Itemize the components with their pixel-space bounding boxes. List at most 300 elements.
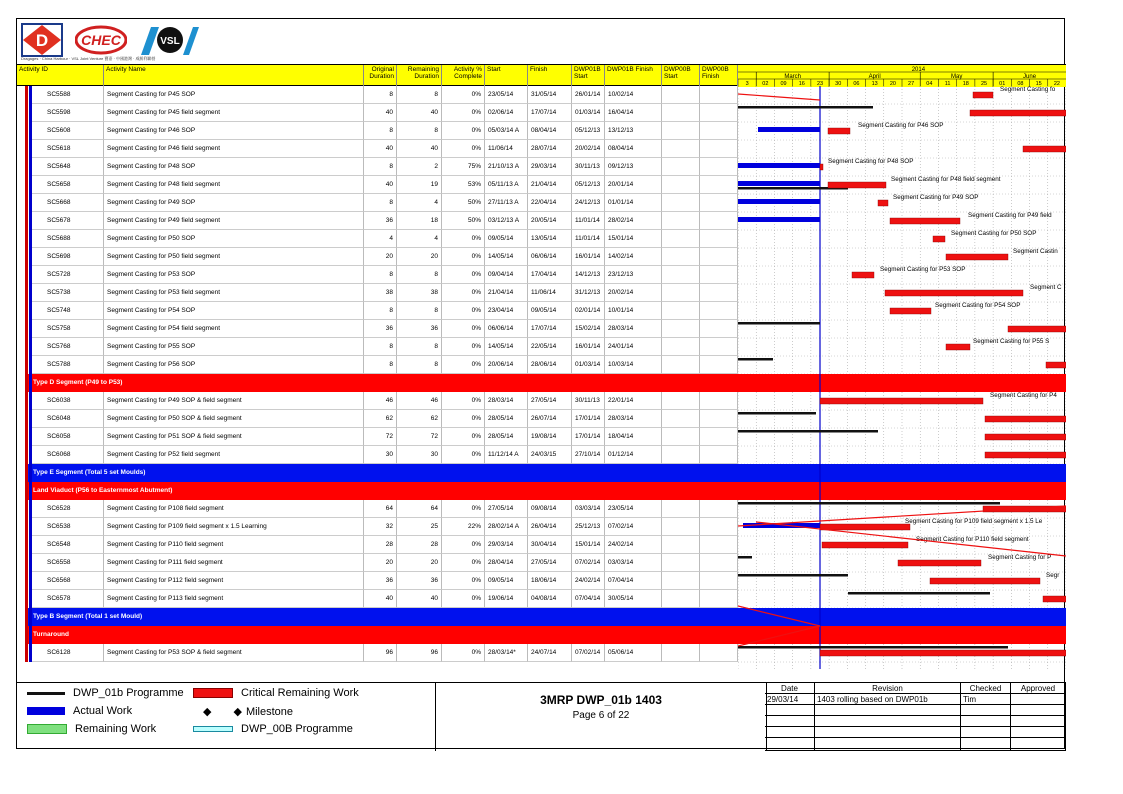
gantt-bar-label: Segment Casting for P <box>988 554 1052 561</box>
critical-path-marker <box>25 86 28 662</box>
remaining-duration: 20 <box>397 554 442 572</box>
joint-venture-caption: Dragages · China Harbour · VSL Joint Venture 寶嘉 · 中國港灣 · 威勝利聯營 <box>21 56 156 61</box>
dwp00b-start <box>662 194 700 212</box>
original-duration: 96 <box>364 644 397 662</box>
dwp00b-start <box>662 428 700 446</box>
table-row[interactable] <box>17 644 738 662</box>
critical-bar <box>930 578 1040 584</box>
dwp00b-start <box>662 140 700 158</box>
table-row[interactable] <box>17 428 738 446</box>
vsl-logo <box>137 23 201 57</box>
finish-date: 17/04/14 <box>528 266 572 284</box>
dwp01b-start: 27/10/14 <box>572 446 605 464</box>
table-row[interactable] <box>17 338 738 356</box>
rev-checked: Tim <box>961 694 1011 705</box>
dwp00b-finish <box>700 644 738 662</box>
dwp01b-finish: 18/04/14 <box>605 428 662 446</box>
dwp00b-start <box>662 338 700 356</box>
remaining-duration: 2 <box>397 158 442 176</box>
table-row[interactable] <box>17 266 738 284</box>
original-duration: 8 <box>364 194 397 212</box>
col-percent-complete[interactable]: Activity % Complete <box>442 65 485 86</box>
percent-complete: 53% <box>442 176 485 194</box>
activity-id: SC6128 <box>31 644 104 662</box>
legend-milestone-label: Milestone <box>245 706 294 718</box>
critical-bar <box>828 128 850 134</box>
critical-bar <box>946 344 970 350</box>
dwp01b-start: 02/01/14 <box>572 302 605 320</box>
wbs-marker <box>29 86 32 662</box>
group-band-label: Type B Segment (Total 1 set Mould) <box>27 608 738 626</box>
original-duration: 36 <box>364 572 397 590</box>
dwp01b-finish: 28/03/14 <box>605 410 662 428</box>
table-row[interactable] <box>17 194 738 212</box>
finish-date: 18/06/14 <box>528 572 572 590</box>
col-dwp01b-finish[interactable]: DWP01B Finish <box>605 65 662 86</box>
activity-id: SC5618 <box>31 140 104 158</box>
critical-bar <box>985 416 1066 422</box>
remaining-duration: 40 <box>397 590 442 608</box>
table-row[interactable] <box>17 320 738 338</box>
finish-date: 09/05/14 <box>528 302 572 320</box>
start-date: 23/04/14 <box>485 302 528 320</box>
dwp01b-start: 15/01/14 <box>572 536 605 554</box>
rev-empty <box>961 738 1011 751</box>
dwp00b-start <box>662 554 700 572</box>
dwp00b-start <box>662 158 700 176</box>
dwp01b-start: 25/12/13 <box>572 518 605 536</box>
original-duration: 20 <box>364 554 397 572</box>
critical-bar <box>933 236 945 242</box>
finish-date: 20/05/14 <box>528 212 572 230</box>
original-duration: 8 <box>364 338 397 356</box>
finish-date: 31/05/14 <box>528 86 572 104</box>
percent-complete: 50% <box>442 212 485 230</box>
legend-milestone <box>203 705 293 718</box>
legend-critical-label: Critical Remaining Work <box>241 687 359 699</box>
remaining-duration: 64 <box>397 500 442 518</box>
col-remaining-duration[interactable]: Remaining Duration <box>397 65 442 86</box>
remaining-duration: 28 <box>397 536 442 554</box>
table-row[interactable] <box>17 212 738 230</box>
table-row[interactable] <box>17 104 738 122</box>
activity-id: SC5608 <box>31 122 104 140</box>
table-row[interactable] <box>17 158 738 176</box>
percent-complete: 0% <box>442 590 485 608</box>
percent-complete: 0% <box>442 644 485 662</box>
start-date: 28/02/14 A <box>485 518 528 536</box>
dwp00b-start <box>662 230 700 248</box>
remaining-duration: 72 <box>397 428 442 446</box>
dwp00b-finish <box>700 590 738 608</box>
rev-description: 1403 rolling based on DWP01b <box>815 694 961 705</box>
dwp00b-finish <box>700 500 738 518</box>
dwp01b-finish: 09/12/13 <box>605 158 662 176</box>
activity-name: Segment Casting for P54 field segment <box>104 320 364 338</box>
rev-empty <box>765 738 815 751</box>
table-row[interactable] <box>17 536 738 554</box>
activity-id: SC5788 <box>31 356 104 374</box>
critical-bar <box>890 308 931 314</box>
finish-date: 28/06/14 <box>528 356 572 374</box>
gantt-bar-label: Segment C <box>1030 284 1062 291</box>
activity-id: SC6568 <box>31 572 104 590</box>
gantt-group-band <box>738 464 1066 482</box>
activity-name: Segment Casting for P50 SOP <box>104 230 364 248</box>
remaining-duration: 8 <box>397 356 442 374</box>
rev-col-approved: Approved <box>1011 683 1066 694</box>
table-row[interactable] <box>17 302 738 320</box>
percent-complete: 0% <box>442 104 485 122</box>
start-date: 11/12/14 A <box>485 446 528 464</box>
dwp00b-start <box>662 500 700 518</box>
dwp00b-start <box>662 320 700 338</box>
gantt-bar-label: Segment Casting fo <box>1000 86 1056 93</box>
percent-complete: 0% <box>442 248 485 266</box>
group-band[interactable] <box>17 464 738 482</box>
percent-complete: 22% <box>442 518 485 536</box>
critical-bar <box>852 272 874 278</box>
activity-name: Segment Casting for P52 field segment <box>104 446 364 464</box>
group-band-label: Land Viaduct (P56 to Easternmost Abutment) <box>27 482 738 500</box>
activity-name: Segment Casting for P45 field segment <box>104 104 364 122</box>
col-dwp00b-start[interactable]: DWP00B Start <box>662 65 700 86</box>
activity-name: Segment Casting for P111 field segment <box>104 554 364 572</box>
remaining-duration: 40 <box>397 104 442 122</box>
critical-bar <box>1046 362 1066 368</box>
dwp01b-start: 07/02/14 <box>572 554 605 572</box>
dwp00b-finish <box>700 536 738 554</box>
table-row[interactable] <box>17 86 738 104</box>
timeline-week: 15 <box>1035 81 1042 87</box>
finish-date: 27/05/14 <box>528 392 572 410</box>
original-duration: 36 <box>364 320 397 338</box>
dwp01b-start: 26/01/14 <box>572 86 605 104</box>
original-duration: 40 <box>364 104 397 122</box>
timeline-year: 2014 <box>911 67 926 73</box>
milestone-diamond-icon: ◆ <box>203 706 212 718</box>
critical-bar <box>820 398 983 404</box>
legend-programme <box>27 687 184 699</box>
rev-empty <box>815 727 961 738</box>
finish-date: 21/04/14 <box>528 176 572 194</box>
legend-dwp00b <box>193 723 353 735</box>
finish-date: 22/05/14 <box>528 338 572 356</box>
critical-bar <box>898 560 981 566</box>
table-row[interactable] <box>17 572 738 590</box>
dwp01b-start: 11/01/14 <box>572 230 605 248</box>
table-row[interactable] <box>17 248 738 266</box>
original-duration: 8 <box>364 266 397 284</box>
dwp00b-start <box>662 536 700 554</box>
remaining-duration: 19 <box>397 176 442 194</box>
actual-swatch <box>27 707 65 715</box>
actual-bar <box>738 181 820 186</box>
dwp01b-start: 01/03/14 <box>572 356 605 374</box>
percent-complete: 0% <box>442 572 485 590</box>
dwp01b-finish: 14/02/14 <box>605 248 662 266</box>
critical-bar <box>828 182 886 188</box>
activity-id: SC6528 <box>31 500 104 518</box>
timeline-week: 25 <box>980 81 988 87</box>
dwp00b-finish <box>700 338 738 356</box>
activity-name: Segment Casting for P45 SOP <box>104 86 364 104</box>
critical-bar <box>820 164 823 170</box>
dwp00b-finish <box>700 266 738 284</box>
timeline-month: May <box>950 74 963 80</box>
actual-bar <box>738 217 820 222</box>
critical-bar <box>878 200 888 206</box>
table-row[interactable] <box>17 500 738 518</box>
activity-name: Segment Casting for P53 SOP & field segment <box>104 644 364 662</box>
rev-empty <box>961 705 1011 716</box>
dwp01b-finish: 24/01/14 <box>605 338 662 356</box>
dwp01b-finish: 08/04/14 <box>605 140 662 158</box>
programme-bar <box>738 646 1008 649</box>
col-activity-name[interactable]: Activity Name <box>104 65 364 86</box>
dragages-logo <box>21 23 63 57</box>
critical-bar <box>985 434 1066 440</box>
critical-bar <box>885 290 1023 296</box>
table-row[interactable] <box>17 230 738 248</box>
dwp01b-start: 14/12/13 <box>572 266 605 284</box>
rev-col-checked: Checked <box>961 683 1011 694</box>
dwp01b-start: 07/04/14 <box>572 590 605 608</box>
finish-date: 29/03/14 <box>528 158 572 176</box>
dwp01b-start: 05/12/13 <box>572 122 605 140</box>
group-band[interactable] <box>17 608 738 626</box>
original-duration: 36 <box>364 212 397 230</box>
percent-complete: 0% <box>442 320 485 338</box>
group-band[interactable] <box>17 626 738 644</box>
table-row[interactable] <box>17 356 738 374</box>
gantt-group-band <box>738 374 1066 392</box>
timeline-week: 22 <box>1053 81 1060 87</box>
percent-complete: 0% <box>442 428 485 446</box>
rev-empty <box>815 705 961 716</box>
finish-date: 09/08/14 <box>528 500 572 518</box>
chec-logo <box>75 23 127 57</box>
finish-date: 17/07/14 <box>528 320 572 338</box>
table-row[interactable] <box>17 176 738 194</box>
svg-text:D: D <box>35 31 49 50</box>
timeline-week: 04 <box>926 81 933 87</box>
original-duration: 62 <box>364 410 397 428</box>
dwp00b-start <box>662 410 700 428</box>
start-date: 05/11/13 A <box>485 176 528 194</box>
dwp01b-start: 16/01/14 <box>572 248 605 266</box>
timeline-header <box>738 64 1066 86</box>
dwp01b-finish: 07/02/14 <box>605 518 662 536</box>
dwp01b-finish: 13/12/13 <box>605 122 662 140</box>
gantt-bar-label: Segment Casting for P110 field segment <box>916 536 1029 543</box>
table-row[interactable] <box>17 122 738 140</box>
activity-name: Segment Casting for P50 SOP & field segment <box>104 410 364 428</box>
activity-id: SC5678 <box>31 212 104 230</box>
activity-id: SC5738 <box>31 284 104 302</box>
critical-bar <box>946 254 1008 260</box>
gantt-bar-label: Segment Casting for P55 S <box>973 338 1050 345</box>
dwp00b-start <box>662 446 700 464</box>
critical-bar <box>973 92 993 98</box>
col-finish[interactable]: Finish <box>528 65 572 86</box>
rev-empty <box>1011 705 1066 716</box>
original-duration: 40 <box>364 176 397 194</box>
dwp00b-start <box>662 572 700 590</box>
percent-complete: 0% <box>442 230 485 248</box>
dwp00b-finish <box>700 248 738 266</box>
table-row[interactable] <box>17 284 738 302</box>
dwp00b-start <box>662 590 700 608</box>
rev-empty <box>961 716 1011 727</box>
critical-bar <box>820 524 910 530</box>
remaining-duration: 4 <box>397 230 442 248</box>
remaining-duration: 8 <box>397 338 442 356</box>
start-date: 11/06/14 <box>485 140 528 158</box>
activity-name: Segment Casting for P113 field segment <box>104 590 364 608</box>
col-dwp00b-finish[interactable]: DWP00B Finish <box>700 65 738 86</box>
activity-id: SC6048 <box>31 410 104 428</box>
dwp01b-finish: 24/02/14 <box>605 536 662 554</box>
dwp00b-start <box>662 122 700 140</box>
remaining-duration: 96 <box>397 644 442 662</box>
finish-date: 06/06/14 <box>528 248 572 266</box>
dwp00b-finish <box>700 230 738 248</box>
activity-name: Segment Casting for P49 field segment <box>104 212 364 230</box>
dwp01b-finish: 01/01/14 <box>605 194 662 212</box>
activity-id: SC5758 <box>31 320 104 338</box>
dwp00b-start <box>662 644 700 662</box>
dwp00b-finish <box>700 104 738 122</box>
milestone-diamond-icon: ◆ <box>233 706 242 718</box>
dwp01b-finish: 22/01/14 <box>605 392 662 410</box>
start-date: 09/05/14 <box>485 230 528 248</box>
timeline-week: 23 <box>816 81 824 87</box>
table-header <box>17 64 738 86</box>
col-activity-id[interactable]: Activity ID <box>17 65 104 86</box>
gantt-canvas <box>738 86 1066 669</box>
activity-id: SC5648 <box>31 158 104 176</box>
activity-name: Segment Casting for P112 field segment <box>104 572 364 590</box>
dwp01b-finish: 10/02/14 <box>605 86 662 104</box>
table-row[interactable] <box>17 554 738 572</box>
activity-id: SC5728 <box>31 266 104 284</box>
table-row[interactable] <box>17 446 738 464</box>
table-row[interactable] <box>17 590 738 608</box>
group-band[interactable] <box>17 482 738 500</box>
dwp01b-start: 31/12/13 <box>572 284 605 302</box>
dwp00b-finish <box>700 554 738 572</box>
finish-date: 30/04/14 <box>528 536 572 554</box>
start-date: 02/06/14 <box>485 104 528 122</box>
critical-bar <box>1008 326 1066 332</box>
actual-bar <box>738 199 820 204</box>
col-original-duration[interactable]: Original Duration <box>364 65 397 86</box>
percent-complete: 0% <box>442 266 485 284</box>
dwp01b-start: 05/12/13 <box>572 176 605 194</box>
original-duration: 46 <box>364 392 397 410</box>
legend-remaining <box>27 723 156 735</box>
programme-bar <box>738 430 878 433</box>
dwp00b-start <box>662 86 700 104</box>
dwp00b-finish <box>700 356 738 374</box>
percent-complete: 0% <box>442 302 485 320</box>
gantt-bar-label: Segment Casting for P49 SOP <box>893 194 979 201</box>
percent-complete: 0% <box>442 140 485 158</box>
percent-complete: 0% <box>442 554 485 572</box>
start-date: 21/10/13 A <box>485 158 528 176</box>
finish-date: 04/08/14 <box>528 590 572 608</box>
remaining-duration: 8 <box>397 86 442 104</box>
remaining-duration: 8 <box>397 302 442 320</box>
activity-id: SC5598 <box>31 104 104 122</box>
table-row[interactable] <box>17 518 738 536</box>
original-duration: 28 <box>364 536 397 554</box>
original-duration: 32 <box>364 518 397 536</box>
programme-bar <box>738 502 1000 505</box>
timeline-week: 20 <box>889 81 896 87</box>
page-number: Page 6 of 22 <box>572 710 630 721</box>
programme-bar <box>738 358 773 361</box>
timeline-scale <box>738 65 1066 87</box>
start-date: 28/04/14 <box>485 554 528 572</box>
start-date: 05/03/14 A <box>485 122 528 140</box>
start-date: 03/12/13 A <box>485 212 528 230</box>
start-date: 09/04/14 <box>485 266 528 284</box>
gantt-bar-label: Segment Casting for P50 SOP <box>951 230 1037 237</box>
start-date: 28/03/14* <box>485 644 528 662</box>
dwp01b-start: 30/11/13 <box>572 392 605 410</box>
actual-bar <box>758 127 820 132</box>
legend-actual <box>27 705 132 717</box>
dwp01b-start: 24/02/14 <box>572 572 605 590</box>
dwp00b-finish <box>700 212 738 230</box>
group-band[interactable] <box>17 374 738 392</box>
col-start[interactable]: Start <box>485 65 528 86</box>
legend-critical <box>193 687 359 699</box>
finish-date: 11/06/14 <box>528 284 572 302</box>
dwp00b-finish <box>700 86 738 104</box>
timeline-week: 18 <box>962 81 969 87</box>
dwp01b-finish: 07/04/14 <box>605 572 662 590</box>
dwp00b-finish <box>700 572 738 590</box>
dwp01b-start: 01/03/14 <box>572 104 605 122</box>
table-row[interactable] <box>17 392 738 410</box>
table-row[interactable] <box>17 410 738 428</box>
schedule-sheet <box>16 18 1065 749</box>
rev-empty <box>815 738 961 751</box>
original-duration: 38 <box>364 284 397 302</box>
rev-empty <box>961 727 1011 738</box>
dwp00b-swatch <box>193 726 233 732</box>
dwp01b-finish: 16/04/14 <box>605 104 662 122</box>
title-block <box>435 683 767 751</box>
col-dwp01b-start[interactable]: DWP01B Start <box>572 65 605 86</box>
legend-programme-label: DWP_01b Programme <box>73 687 184 699</box>
activity-id: SC5748 <box>31 302 104 320</box>
dwp00b-start <box>662 518 700 536</box>
timeline-week: 01 <box>999 81 1006 87</box>
activity-id: SC6558 <box>31 554 104 572</box>
table-row[interactable] <box>17 140 738 158</box>
gantt-group-band <box>738 482 1066 500</box>
rev-empty <box>765 727 815 738</box>
dwp01b-finish: 01/12/14 <box>605 446 662 464</box>
activity-id: SC5768 <box>31 338 104 356</box>
activity-name: Segment Casting for P46 field segment <box>104 140 364 158</box>
finish-date: 24/07/14 <box>528 644 572 662</box>
rev-empty <box>765 705 815 716</box>
